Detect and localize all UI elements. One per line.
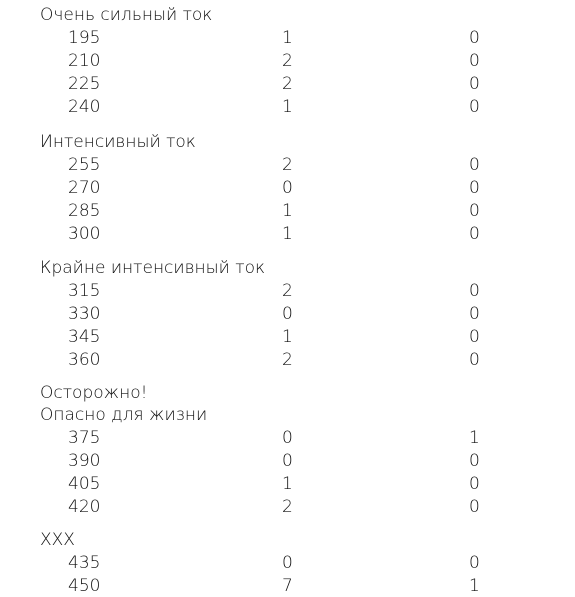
value-cell: 210 [68,51,101,71]
count-cell: 2 [282,281,293,301]
table-row [0,280,575,302]
table-row [0,200,575,222]
table-row [0,552,575,574]
table-row [0,50,575,72]
count-cell: 2 [282,155,293,175]
value-cell: 405 [68,474,101,494]
count-cell: 0 [282,553,293,573]
section-title: Опасно для жизни [40,405,208,425]
extra-cell: 0 [469,155,480,175]
value-cell: 225 [68,74,101,94]
extra-cell: 0 [469,497,480,517]
value-cell: 450 [68,576,101,596]
value-cell: 255 [68,155,101,175]
value-cell: 300 [68,224,101,244]
value-cell: 240 [68,97,101,117]
value-cell: 330 [68,304,101,324]
section-title: Крайне интенсивный ток [40,258,266,278]
value-cell: 375 [68,428,101,448]
count-cell: 0 [282,178,293,198]
section-title: Интенсивный ток [40,132,196,152]
count-cell: 2 [282,497,293,517]
value-cell: 435 [68,553,101,573]
value-cell: 270 [68,178,101,198]
table-row [0,27,575,49]
count-cell: 0 [282,428,293,448]
table-row [0,303,575,325]
value-cell: 315 [68,281,101,301]
section-title: Очень сильный ток [40,5,213,25]
count-cell: 1 [282,474,293,494]
extra-cell: 0 [469,474,480,494]
table-row [0,154,575,176]
count-cell: 0 [282,451,293,471]
extra-cell: 0 [469,178,480,198]
extra-cell: 0 [469,201,480,221]
count-cell: 1 [282,97,293,117]
count-cell: 0 [282,304,293,324]
table-row [0,177,575,199]
extra-cell: 0 [469,451,480,471]
extra-cell: 0 [469,74,480,94]
section-title: Осторожно! [40,383,148,403]
extra-cell: 0 [469,327,480,347]
value-cell: 360 [68,350,101,370]
count-cell: 2 [282,51,293,71]
count-cell: 1 [282,201,293,221]
extra-cell: 0 [469,304,480,324]
extra-cell: 0 [469,553,480,573]
table-row [0,96,575,118]
extra-cell: 0 [469,51,480,71]
count-cell: 1 [282,327,293,347]
count-cell: 1 [282,224,293,244]
table-row [0,349,575,371]
count-cell: 7 [282,576,293,596]
count-cell: 2 [282,350,293,370]
table-row [0,223,575,245]
section-title: XXX [40,530,75,550]
value-cell: 345 [68,327,101,347]
count-cell: 1 [282,28,293,48]
extra-cell: 0 [469,97,480,117]
value-cell: 285 [68,201,101,221]
table-row [0,450,575,472]
table-row [0,473,575,495]
table-row [0,496,575,518]
table-row [0,575,575,597]
extra-cell: 0 [469,28,480,48]
table-row [0,73,575,95]
count-cell: 2 [282,74,293,94]
extra-cell: 0 [469,281,480,301]
value-cell: 390 [68,451,101,471]
value-cell: 420 [68,497,101,517]
table-row [0,427,575,449]
extra-cell: 0 [469,350,480,370]
value-cell: 195 [68,28,101,48]
extra-cell: 1 [469,428,480,448]
extra-cell: 0 [469,224,480,244]
extra-cell: 1 [469,576,480,596]
table-row [0,326,575,348]
